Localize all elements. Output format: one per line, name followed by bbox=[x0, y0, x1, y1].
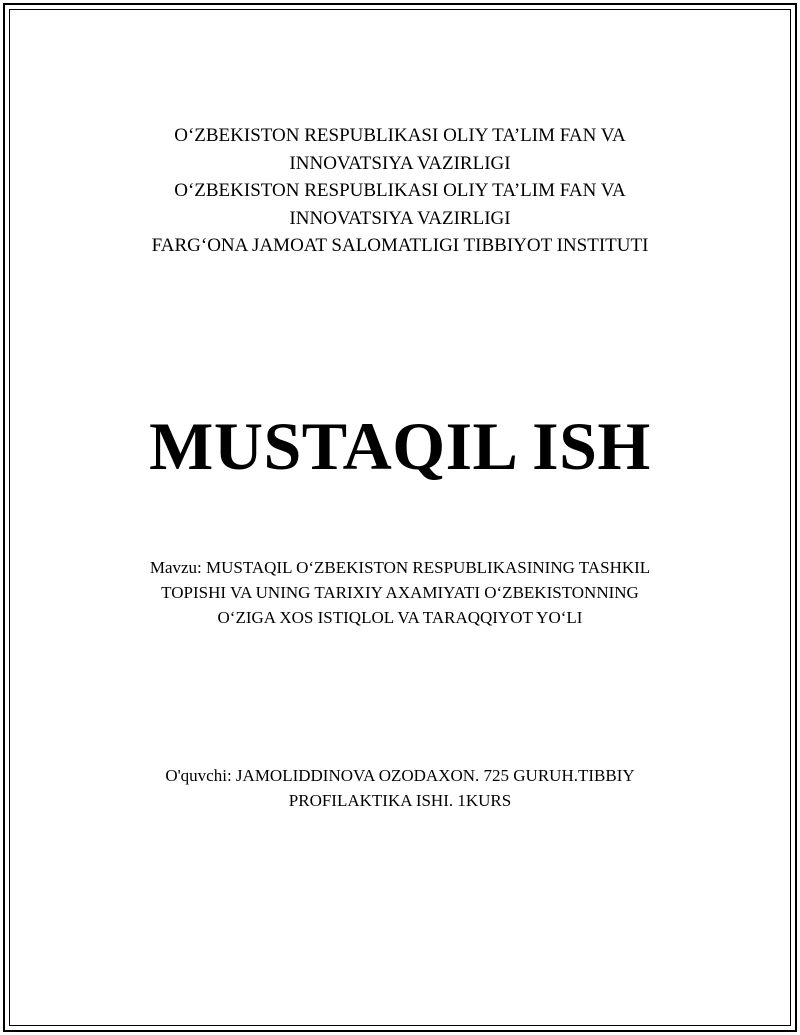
topic-line: O‘ZIGA XOS ISTIQLOL VA TARAQQIYOT YO‘LI bbox=[217, 608, 583, 627]
topic-line: TOPISHI VA UNING TARIXIY AXAMIYATI O‘ZBEKISTONNING bbox=[161, 583, 639, 602]
student-section bbox=[0, 763, 800, 813]
topic-section bbox=[0, 555, 800, 630]
header-line: INNOVATSIYA VAZIRLIGI bbox=[289, 207, 511, 229]
header-line: INNOVATSIYA VAZIRLIGI bbox=[289, 152, 511, 174]
header-line: O‘ZBEKISTON RESPUBLIKASI OLIY TA’LIM FAN VA bbox=[174, 125, 626, 146]
student-line: O'quvchi: JAMOLIDDINOVA OZODAXON. 725 GURUH.TIBBIY bbox=[165, 766, 635, 785]
header-line: O‘ZBEKISTON RESPUBLIKASI OLIY TA’LIM FAN VA bbox=[174, 180, 626, 201]
student-line: PROFILAKTIKA ISHI. 1KURS bbox=[288, 791, 512, 810]
header-line: FARG‘ONA JAMOAT SALOMATLIGI TIBBIYOT INSTITUTI bbox=[151, 235, 649, 256]
document-title: MUSTAQIL ISH bbox=[149, 408, 651, 484]
topic-line: Mavzu: MUSTAQIL O‘ZBEKISTON RESPUBLIKASINING TASHKIL bbox=[149, 558, 651, 577]
institution-header bbox=[0, 122, 800, 260]
